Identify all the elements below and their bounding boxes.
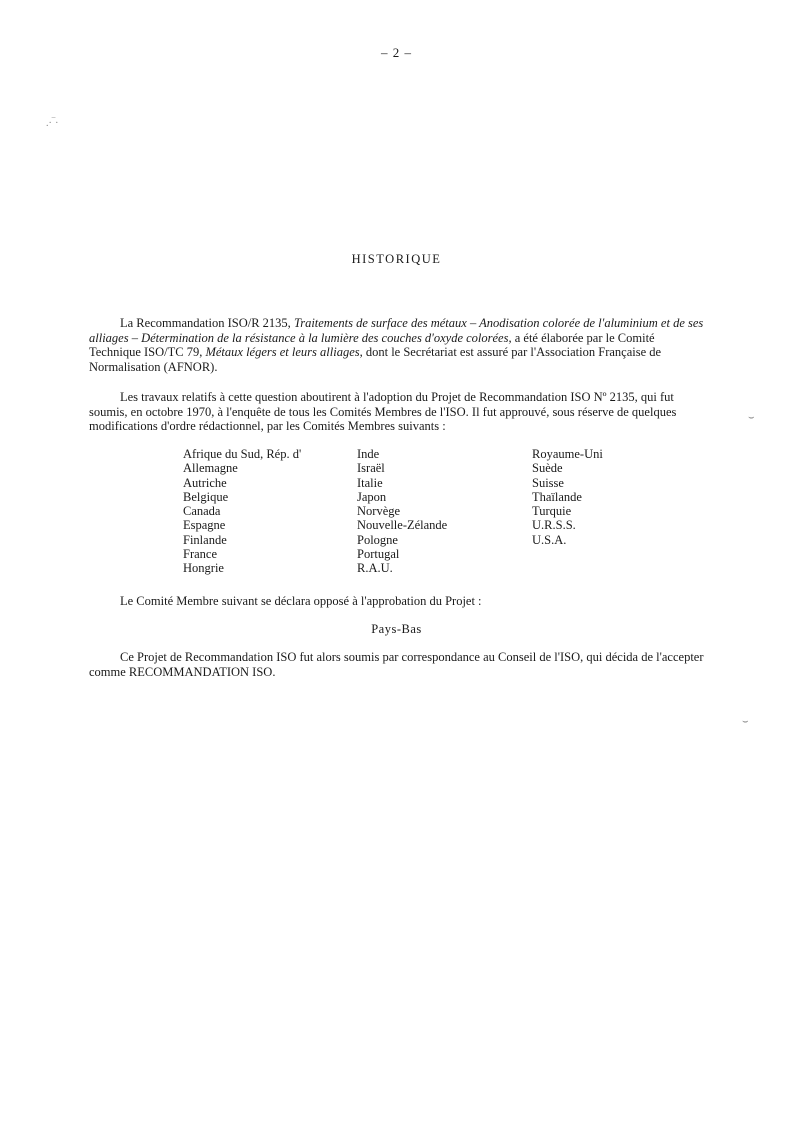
scan-artifact-mark: ⌣ bbox=[748, 412, 755, 423]
country-column-1 bbox=[183, 447, 363, 576]
country-item: Israël bbox=[357, 461, 385, 476]
country-item: Belgique bbox=[183, 489, 229, 504]
intro-document-title: Traitements de surface des métaux – Anodisation colorée de l'aluminium et de ses alliages – Détermination de la résistance à la lumière des couches d'oxyde colorées, bbox=[89, 316, 704, 345]
opposing-member: Pays-Bas bbox=[371, 622, 422, 636]
intro-text-part-1: La Recommandation ISO/R 2135, bbox=[120, 316, 294, 330]
intro-text-part-5: dont le Secrétariat est assuré par l'Association Française de Normalisation (AFNOR). bbox=[89, 345, 662, 374]
country-item: U.R.S.S. bbox=[532, 518, 576, 533]
country-item: Italie bbox=[357, 475, 383, 490]
country-item: R.A.U. bbox=[357, 561, 393, 576]
paragraph-approval bbox=[89, 390, 709, 434]
country-item: Suisse bbox=[532, 475, 564, 490]
country-item: U.S.A. bbox=[532, 532, 567, 547]
country-item: Canada bbox=[183, 504, 221, 519]
paragraph-conclusion bbox=[89, 650, 709, 680]
paragraph-intro bbox=[89, 316, 709, 374]
country-item: Inde bbox=[357, 447, 380, 461]
country-item: Royaume-Uni bbox=[532, 447, 603, 461]
country-item: Allemagne bbox=[183, 461, 238, 476]
intro-text-part-3: a été élaborée par le Comité Technique ISO/TC 79, bbox=[89, 330, 655, 359]
country-item: Hongrie bbox=[183, 561, 224, 576]
scan-artifact-mark: .·‾· bbox=[46, 118, 59, 129]
country-item: Finlande bbox=[183, 532, 227, 547]
section-heading: HISTORIQUE bbox=[351, 252, 442, 266]
country-item: Pologne bbox=[357, 532, 398, 547]
country-item: France bbox=[183, 547, 218, 562]
country-item: Nouvelle-Zélande bbox=[357, 518, 448, 533]
paragraph-conclusion-text: Ce Projet de Recommandation ISO fut alors soumis par correspondance au Conseil de l'ISO, qui décida de l'accepter comme RECOMMANDATION ISO. bbox=[89, 650, 704, 679]
intro-committee-title: Métaux légers et leurs alliages, bbox=[205, 345, 363, 359]
country-item: Turquie bbox=[532, 504, 572, 519]
country-column-2 bbox=[357, 447, 537, 576]
country-item: Autriche bbox=[183, 475, 227, 490]
paragraph-opposition-text: Le Comité Membre suivant se déclara opposé à l'approbation du Projet : bbox=[120, 594, 482, 608]
paragraph-approval-text: Les travaux relatifs à cette question aboutirent à l'adoption du Projet de Recommandation ISO Nº 2135, qui fut soumis, en octobre 1970, à l'enquête de tous les Comités Membres de l'ISO. Il fut approuvé, sous réserve de quelques modifications d'ordre rédactionnel, par les Comités Membres suivants : bbox=[89, 390, 677, 433]
paragraph-intro-text bbox=[89, 316, 709, 374]
page-number: – 2 – bbox=[381, 45, 412, 60]
country-item: Suède bbox=[532, 461, 563, 476]
paragraph-opposition bbox=[89, 594, 709, 609]
country-column-3 bbox=[532, 447, 712, 547]
country-item: Japon bbox=[357, 489, 387, 504]
scan-artifact-mark: ⌣ bbox=[742, 716, 749, 727]
country-item: Afrique du Sud, Rép. d' bbox=[183, 447, 302, 461]
country-item: Portugal bbox=[357, 547, 400, 562]
country-item: Thaïlande bbox=[532, 489, 582, 504]
country-item: Espagne bbox=[183, 518, 226, 533]
country-item: Norvège bbox=[357, 504, 401, 519]
